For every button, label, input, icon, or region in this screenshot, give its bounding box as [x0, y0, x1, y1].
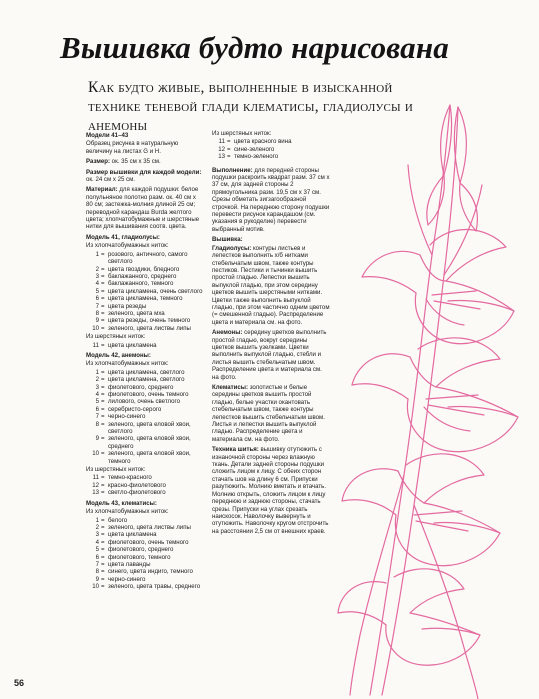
- color-item: 13 = светло-фиолетового: [86, 489, 204, 496]
- color-number: 3: [95, 383, 99, 391]
- color-name: цвета цикламена: [108, 531, 157, 539]
- color-item: 10 = зеленого, цвета листвы липы: [86, 325, 204, 332]
- gladiolus-paragraph: Гладиолусы: контуры листьев и лепестков выполнить х/б нитками стебельчатым швом, также контуры пестиков. Пестики и тычинки вышить простой гладью. Лепестки вышить выпуклой гладью, при этом середину цветков вышить шерстяными нитками. Цветки также выполнить выпуклой гладью, при этом частично одним цветом (= смешенной гладью). Распределение цвета и материала см. на фото.: [212, 244, 330, 326]
- color-number: 8: [95, 568, 99, 576]
- color-number: 4: [95, 538, 99, 546]
- color-number: 10: [92, 583, 99, 591]
- model-41-color-list: [86, 251, 204, 332]
- color-item: 9 = цвета резеды, очень темного: [86, 317, 204, 324]
- model-42-wool-label: Из шерстяных ниток:: [86, 466, 146, 474]
- color-number: 9: [95, 575, 99, 583]
- color-number: 9: [95, 435, 99, 443]
- color-item: 11 = цвета красного вина: [212, 138, 330, 145]
- model-42-color-list: [86, 369, 204, 465]
- color-name: фиолетового, среднего: [108, 383, 174, 391]
- color-item: 5 = лилового, очень светлого: [86, 398, 204, 405]
- color-item: 2 = зеленого, цвета листвы липы: [86, 524, 204, 531]
- color-number: 3: [95, 272, 99, 280]
- material-line: Материал: для каждой подушки: белое полульняное полотно разм. ок. 40 см х 80 см; застежка-молния длиной 25 см; переводной карандаш Burda желтого цвета; хлопчатобумажные и шерстяные нитки для вышивания соотв. цвета.: [86, 186, 200, 231]
- color-number: 8: [95, 309, 99, 317]
- gladiolus-line-drawing: [300, 95, 539, 699]
- color-name: цвета цикламена, светлого: [108, 376, 185, 384]
- model-42-cotton-label: Из хлопчатобумажных ниток:: [86, 360, 169, 368]
- color-name: сине-зеленого: [234, 145, 275, 153]
- color-item: 10 = зеленого, цвета травы, среднего: [86, 583, 204, 590]
- color-name: цвета гвоздики, бледного: [108, 265, 180, 273]
- model-42-wool-list: [86, 474, 204, 496]
- color-name: зеленого, цвета травы, среднего: [108, 583, 201, 591]
- color-name: красно-фиолетового: [108, 481, 166, 489]
- instructions-column-left: [86, 130, 204, 591]
- color-number: 4: [95, 280, 99, 288]
- color-item: 13 = темно-зеленого: [212, 153, 330, 160]
- color-item: 2 = цвета цикламена, светлого: [86, 376, 204, 383]
- embroidery-heading: Вышивка:: [212, 236, 243, 244]
- color-item: 10 = зеленого, цвета еловой хвои, темного: [86, 450, 204, 465]
- color-item: 7 = цвета лаванды: [86, 561, 204, 568]
- color-item: 4 = фиолетового, очень темного: [86, 391, 204, 398]
- color-number: 2: [95, 265, 99, 273]
- color-number: 9: [95, 317, 99, 325]
- color-name: фиолетового, очень темного: [108, 391, 189, 398]
- color-name: баклажанного, темного: [108, 280, 174, 288]
- color-item: 3 = цвета цикламена: [86, 531, 204, 538]
- color-number: 10: [92, 450, 99, 458]
- color-item: 6 = серебристо-серого: [86, 406, 204, 413]
- color-number: 3: [95, 531, 99, 539]
- color-item: 1 = цвета цикламена, светлого: [86, 369, 204, 376]
- color-item: 12 = сине-зеленого: [212, 146, 330, 153]
- color-number: 6: [95, 553, 99, 561]
- color-item: 3 = баклажанного, среднего: [86, 273, 204, 280]
- color-number: 6: [95, 405, 99, 413]
- color-name: цвета резеды, очень темного: [108, 317, 191, 325]
- color-name: зеленого, цвета листвы липы: [108, 523, 191, 531]
- color-item: 4 = фиолетового, очень темного: [86, 539, 204, 546]
- color-name: цвета цикламена: [108, 341, 157, 349]
- color-name: цвета цикламена, темного: [108, 295, 183, 303]
- color-item: 6 = фиолетового, темного: [86, 554, 204, 561]
- color-number: 1: [95, 516, 99, 524]
- color-name: зеленого, цвета мха: [108, 309, 165, 317]
- color-item: 4 = баклажанного, темного: [86, 280, 204, 287]
- model-42-heading: Модель 42, анемоны:: [86, 351, 151, 359]
- color-item: 8 = зеленого, цвета мха: [86, 310, 204, 317]
- color-item: 5 = фиолетового, среднего: [86, 546, 204, 553]
- color-name: цвета лаванды: [108, 560, 151, 568]
- color-item: 6 = цвета цикламена, темного: [86, 295, 204, 302]
- color-item: 9 = зеленого, цвета еловой хвои, среднего: [86, 435, 204, 450]
- page-title: Вышивка будто нарисована: [60, 30, 449, 65]
- size-line: Размер: ок. 35 см х 35 см.: [86, 158, 161, 166]
- color-number: 5: [95, 287, 99, 295]
- color-number: 7: [95, 413, 99, 421]
- color-name: белого: [108, 516, 128, 524]
- model-43-color-list: [86, 517, 204, 591]
- sewing-paragraph: Техника шитья: вышивку отутюжить с изнаночной стороны через влажную ткань. Детали задней стороны подушки сложить лицом к лицу. С обеих сторон стачать шов на длину 6 см. Припуски разутюжить. Молнию вметать и втачать. Молнию открыть, сложить лицом к лицу переднюю и заднюю стороны, стачать срезы. Припуски на углах срезать наискосок. Наволочку вывернуть и отутюжить. Наволочку кругом отстрочить на расстоянии 2,5 см от внешних краев.: [212, 446, 329, 535]
- execution-paragraph: Выполнение: для передней стороны подушки раскроить квадрат разм. 37 см х 37 см, для задней стороны 2 прямоугольника разм. 19,5 см х 37 см. Срезы обметать зигзагообразной строчкой. На переднюю сторону подушки перевести рисунок карандашом (см. указания в рукоделие) перевести выбранный мотив.: [212, 166, 330, 233]
- model-43-heading: Модель 43, клематисы:: [86, 499, 157, 507]
- wool-label: Из шерстяных ниток:: [212, 130, 272, 137]
- color-name: черно-синего: [108, 413, 146, 421]
- color-item: 11 = цвета цикламена: [86, 342, 204, 349]
- color-name: синего, цвета индиго, темного: [108, 568, 193, 576]
- color-name: черно-синего: [108, 575, 146, 583]
- color-name: зеленого, цвета еловой хвои, светлого: [108, 420, 191, 436]
- color-number: 12: [92, 481, 99, 489]
- color-name: фиолетового, очень темного: [108, 538, 189, 546]
- color-name: зеленого, цвета еловой хвои, среднего: [108, 435, 191, 450]
- color-number: 13: [92, 489, 99, 497]
- model-41-cotton-label: Из хлопчатобумажных ниток:: [86, 242, 169, 250]
- color-item: 7 = цвета резеды: [86, 303, 204, 310]
- color-item: 12 = красно-фиолетового: [86, 482, 204, 489]
- color-number: 11: [92, 341, 99, 349]
- color-name: зеленого, цвета еловой хвои, темного: [108, 450, 191, 465]
- color-item: 5 = цвета цикламена, очень светлого: [86, 288, 204, 295]
- color-number: 2: [95, 523, 99, 531]
- color-item: 9 = черно-синего: [86, 576, 204, 583]
- color-number: 11: [92, 474, 99, 482]
- color-item: 8 = синего, цвета индиго, темного: [86, 568, 204, 575]
- color-number: 7: [95, 302, 99, 310]
- color-name: баклажанного, среднего: [108, 272, 177, 280]
- model-41-heading: Модель 41, гладиолусы:: [86, 233, 160, 241]
- color-item: 8 = зеленого, цвета еловой хвои, светлого: [86, 421, 204, 436]
- color-number: 7: [95, 560, 99, 568]
- color-number: 1: [95, 250, 99, 258]
- color-name: светло-фиолетового: [108, 489, 166, 497]
- color-name: цвета цикламена, светлого: [108, 368, 185, 376]
- color-number: 1: [95, 368, 99, 376]
- color-name: темно-красного: [108, 474, 152, 482]
- color-item: 1 = розового, античного, самого светлого: [86, 251, 204, 266]
- color-number: 5: [95, 546, 99, 554]
- color-item: 1 = белого: [86, 517, 204, 524]
- page-number: 56: [14, 678, 25, 688]
- color-name: серебристо-серого: [108, 405, 162, 413]
- color-item: 2 = цвета гвоздики, бледного: [86, 266, 204, 273]
- color-number: 10: [92, 324, 99, 332]
- model-41-wool-list: [86, 342, 204, 349]
- page-subtitle: Как будто живые, выполненные в изысканной технике теневой глади клематисы, гладиолусы и анемоны: [88, 79, 414, 134]
- color-name: розового, античного, самого светлого: [108, 250, 188, 266]
- color-number: 4: [95, 391, 99, 398]
- color-number: 8: [95, 420, 99, 428]
- color-name: цвета красного вина: [234, 138, 292, 146]
- color-name: зеленого, цвета листвы липы: [108, 324, 191, 332]
- sample-note: Образец рисунка в натуральную величину на листах G и H.: [86, 140, 179, 155]
- color-number: 6: [95, 295, 99, 303]
- model-41-wool-label: Из шерстяных ниток:: [86, 333, 146, 341]
- color-number: 13: [218, 153, 225, 161]
- color-name: цвета резеды: [108, 302, 147, 310]
- color-number: 2: [95, 376, 99, 384]
- color-number: 5: [95, 398, 99, 406]
- model-43-cotton-label: Из хлопчатобумажных ниток:: [86, 508, 169, 516]
- color-item: 11 = темно-красного: [86, 474, 204, 481]
- color-name: фиолетового, темного: [108, 553, 171, 561]
- color-item: 3 = фиолетового, среднего: [86, 384, 204, 391]
- color-name: цвета цикламена, очень светлого: [108, 287, 203, 295]
- color-number: 12: [218, 145, 225, 153]
- color-item: 7 = черно-синего: [86, 413, 204, 420]
- color-number: 11: [218, 138, 225, 146]
- anemone-paragraph: Анемоны: середину цветков выполнить простой гладью, вокруг середины цветков вышить узелками. Цветки выполнить выпуклой гладью, стебли и листья вышить стебельчатым швом. Распределение цвета и материала см. на фото.: [212, 329, 327, 381]
- color-name: лилового, очень светлого: [108, 398, 180, 406]
- embroidery-size-line: Размер вышивки для каждой модели: ок. 24 см х 25 см.: [86, 168, 202, 184]
- clematis-paragraph: Клематисы: золотистые и белые середины цветков вышить простой гладью, белые участки окантовать стебельчатым швом, также контуры лепестков вышить стебельчатым швом. Листья и лепестки вышить выпуклой гладью. Распределение цвета и материала см. на фото.: [212, 384, 325, 443]
- color-name: фиолетового, среднего: [108, 546, 174, 554]
- color-name: темно-зеленого: [234, 153, 279, 161]
- models-heading: Модели 41–43: [86, 132, 129, 139]
